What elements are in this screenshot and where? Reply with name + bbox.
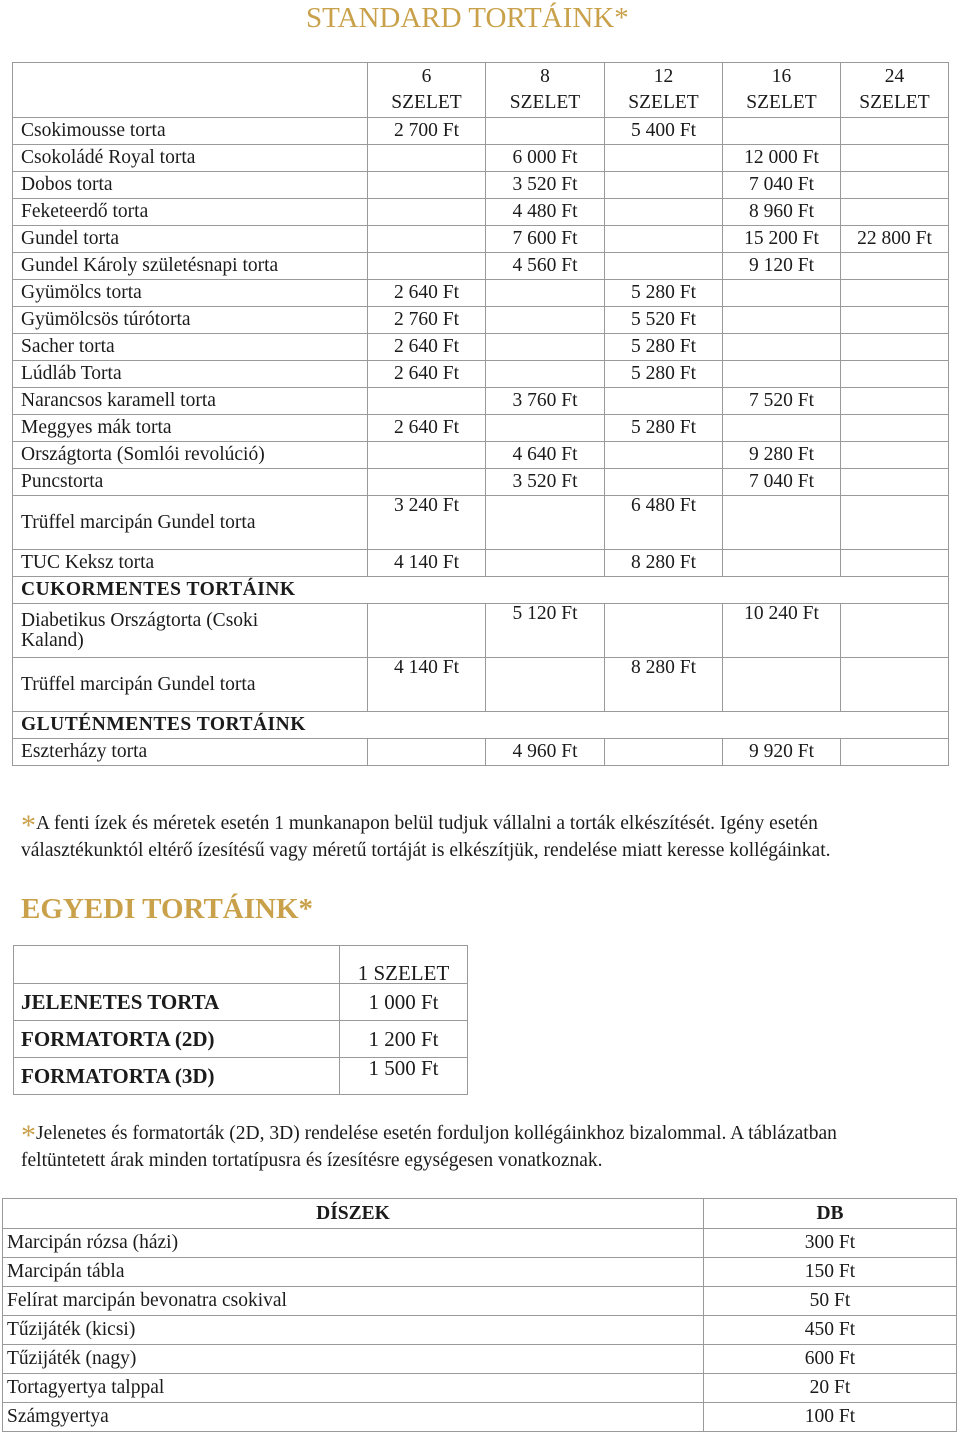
cake-name: Gyümölcsös túrótorta: [13, 307, 368, 334]
price-cell: 7 600 Ft: [486, 226, 605, 253]
price-cell: 2 640 Ft: [368, 415, 486, 442]
footnote-asterisk: *: [21, 1119, 36, 1152]
column-header: 8 SZELET: [486, 63, 605, 118]
custom-column-header: 1 SZELET: [340, 946, 468, 984]
price-cell: [368, 172, 486, 199]
custom-row-price: 1 500 Ft: [340, 1058, 468, 1095]
price-cell: [486, 415, 605, 442]
section-row: [13, 712, 949, 739]
price-cell: 5 520 Ft: [605, 307, 723, 334]
price-cell: [723, 280, 841, 307]
cake-row: [13, 253, 949, 280]
price-cell: [841, 388, 949, 415]
price-cell: 5 280 Ft: [605, 415, 723, 442]
price-cell: [605, 226, 723, 253]
price-cell: 6 000 Ft: [486, 145, 605, 172]
price-cell: 7 520 Ft: [723, 388, 841, 415]
custom-header-row: [14, 946, 468, 984]
custom-row: [14, 1058, 468, 1095]
price-cell: [841, 199, 949, 226]
price-cell: 3 520 Ft: [486, 172, 605, 199]
price-cell: [605, 442, 723, 469]
price-cell: 8 960 Ft: [723, 199, 841, 226]
cake-name: Trüffel marcipán Gundel torta: [13, 658, 368, 712]
price-cell: 2 640 Ft: [368, 334, 486, 361]
cake-name: Országtorta (Somlói revolúció): [13, 442, 368, 469]
custom-row-label: JELENETES TORTA: [14, 984, 340, 1021]
price-cell: [368, 388, 486, 415]
price-cell: [841, 307, 949, 334]
price-cell: [486, 361, 605, 388]
cake-name: Gundel Károly születésnapi torta: [13, 253, 368, 280]
cake-row: [13, 604, 949, 658]
cake-row: [13, 496, 949, 550]
cake-name: Feketeerdő torta: [13, 199, 368, 226]
price-cell: [605, 253, 723, 280]
custom-row-label: FORMATORTA (2D): [14, 1021, 340, 1058]
decoration-price: 50 Ft: [704, 1287, 957, 1316]
column-header: 6 SZELET: [368, 63, 486, 118]
decoration-row: [3, 1258, 957, 1287]
price-cell: 8 280 Ft: [605, 658, 723, 712]
cake-row: [13, 469, 949, 496]
price-cell: [841, 604, 949, 658]
cake-name: Trüffel marcipán Gundel torta: [13, 496, 368, 550]
price-cell: 2 640 Ft: [368, 280, 486, 307]
custom-row: [14, 984, 468, 1021]
section-row: [13, 577, 949, 604]
custom-row-price: 1 000 Ft: [340, 984, 468, 1021]
cake-name: Lúdláb Torta: [13, 361, 368, 388]
price-cell: 5 280 Ft: [605, 361, 723, 388]
decoration-row: [3, 1345, 957, 1374]
price-cell: 22 800 Ft: [841, 226, 949, 253]
cake-name: Sacher torta: [13, 334, 368, 361]
price-cell: [605, 604, 723, 658]
standard-footnote: [21, 810, 921, 864]
decorations-header-price: DB: [704, 1199, 957, 1229]
custom-price-table: [13, 945, 468, 1095]
price-cell: [723, 118, 841, 145]
price-cell: [605, 739, 723, 766]
price-cell: [841, 172, 949, 199]
price-cell: 5 400 Ft: [605, 118, 723, 145]
price-cell: 4 480 Ft: [486, 199, 605, 226]
price-cell: [723, 496, 841, 550]
decoration-item: Marcipán tábla: [3, 1258, 704, 1287]
price-cell: [723, 415, 841, 442]
price-cell: [841, 253, 949, 280]
price-cell: [605, 145, 723, 172]
price-cell: [605, 172, 723, 199]
decoration-price: 150 Ft: [704, 1258, 957, 1287]
decoration-item: Tortagyertya talppal: [3, 1374, 704, 1403]
cake-row: [13, 118, 949, 145]
price-cell: [368, 145, 486, 172]
price-cell: [368, 226, 486, 253]
price-cell: 5 280 Ft: [605, 280, 723, 307]
standard-header-row: [13, 63, 949, 118]
cake-row: [13, 199, 949, 226]
price-cell: [841, 280, 949, 307]
decoration-row: [3, 1229, 957, 1258]
decorations-table: [2, 1198, 957, 1432]
price-cell: [605, 469, 723, 496]
standard-cakes-title: STANDARD TORTÁINK*: [306, 2, 629, 34]
price-cell: 7 040 Ft: [723, 469, 841, 496]
price-cell: 4 140 Ft: [368, 658, 486, 712]
price-cell: [723, 550, 841, 577]
decoration-item: Tűzijáték (kicsi): [3, 1316, 704, 1345]
price-cell: [841, 334, 949, 361]
price-cell: 4 560 Ft: [486, 253, 605, 280]
standard-price-table: [12, 62, 949, 766]
cake-row: [13, 307, 949, 334]
price-cell: 10 240 Ft: [723, 604, 841, 658]
cake-row: [13, 739, 949, 766]
cake-name: TUC Keksz torta: [13, 550, 368, 577]
cake-row: [13, 172, 949, 199]
price-cell: [486, 334, 605, 361]
price-cell: 3 520 Ft: [486, 469, 605, 496]
cake-name: Gundel torta: [13, 226, 368, 253]
decoration-price: 100 Ft: [704, 1403, 957, 1432]
cake-name: Meggyes mák torta: [13, 415, 368, 442]
cake-row: [13, 145, 949, 172]
price-cell: 9 920 Ft: [723, 739, 841, 766]
decoration-price: 450 Ft: [704, 1316, 957, 1345]
price-cell: [368, 253, 486, 280]
cake-name: Diabetikus Országtorta (Csoki Kaland): [13, 604, 368, 658]
decorations-header-row: [3, 1199, 957, 1229]
price-cell: 2 760 Ft: [368, 307, 486, 334]
price-cell: 3 240 Ft: [368, 496, 486, 550]
price-cell: 9 280 Ft: [723, 442, 841, 469]
custom-row-label: FORMATORTA (3D): [14, 1058, 340, 1095]
decoration-item: Marcipán rózsa (házi): [3, 1229, 704, 1258]
price-cell: [841, 469, 949, 496]
section-heading: CUKORMENTES TORTÁINK: [13, 577, 949, 604]
price-cell: [723, 361, 841, 388]
decoration-item: Felírat marcipán bevonatra csokival: [3, 1287, 704, 1316]
cake-name: Eszterházy torta: [13, 739, 368, 766]
price-cell: [841, 658, 949, 712]
price-cell: 7 040 Ft: [723, 172, 841, 199]
cake-name: Csokoládé Royal torta: [13, 145, 368, 172]
footnote-asterisk: *: [21, 809, 36, 842]
decoration-row: [3, 1403, 957, 1432]
price-cell: 9 120 Ft: [723, 253, 841, 280]
price-cell: 15 200 Ft: [723, 226, 841, 253]
cake-name: Csokimousse torta: [13, 118, 368, 145]
price-cell: [841, 739, 949, 766]
custom-cakes-title: EGYEDI TORTÁINK*: [21, 893, 314, 925]
price-cell: [723, 334, 841, 361]
column-header: 24 SZELET: [841, 63, 949, 118]
price-cell: 3 760 Ft: [486, 388, 605, 415]
price-cell: 2 700 Ft: [368, 118, 486, 145]
decoration-price: 20 Ft: [704, 1374, 957, 1403]
price-cell: [723, 658, 841, 712]
column-header: 12 SZELET: [605, 63, 723, 118]
cake-row: [13, 226, 949, 253]
cake-row: [13, 550, 949, 577]
price-cell: [368, 442, 486, 469]
price-cell: 4 960 Ft: [486, 739, 605, 766]
price-cell: [841, 550, 949, 577]
decoration-row: [3, 1287, 957, 1316]
price-cell: [368, 739, 486, 766]
price-cell: [841, 496, 949, 550]
custom-row: [14, 1021, 468, 1058]
price-cell: [841, 361, 949, 388]
cake-row: [13, 280, 949, 307]
price-cell: 12 000 Ft: [723, 145, 841, 172]
price-cell: [486, 280, 605, 307]
price-cell: [368, 604, 486, 658]
custom-footnote-text: Jelenetes és formatorták (2D, 3D) rendelése esetén forduljon kollégáinkhoz bizalommal. A táblázatban feltüntetett árak minden tortatípusra és ízesítésre egységesen vonatkoznak.: [21, 1123, 837, 1171]
price-cell: [486, 307, 605, 334]
price-cell: [841, 118, 949, 145]
header-empty-cell: [13, 63, 368, 118]
price-cell: [605, 388, 723, 415]
decoration-price: 600 Ft: [704, 1345, 957, 1374]
standard-footnote-text: A fenti ízek és méretek esetén 1 munkanapon belül tudjuk vállalni a torták elkészítését. Igény esetén választékunktól eltérő ízesítésű vagy méretű tortáját is elkészítjük, rendelése miatt keresse kollégáinkat.: [21, 813, 831, 861]
price-cell: 6 480 Ft: [605, 496, 723, 550]
cake-name: Narancsos karamell torta: [13, 388, 368, 415]
decoration-row: [3, 1374, 957, 1403]
cake-row: [13, 388, 949, 415]
custom-row-price: 1 200 Ft: [340, 1021, 468, 1058]
decoration-price: 300 Ft: [704, 1229, 957, 1258]
price-cell: [368, 199, 486, 226]
section-heading: GLUTÉNMENTES TORTÁINK: [13, 712, 949, 739]
cake-name: Dobos torta: [13, 172, 368, 199]
price-cell: [368, 469, 486, 496]
cake-row: [13, 361, 949, 388]
price-cell: [841, 145, 949, 172]
price-cell: 8 280 Ft: [605, 550, 723, 577]
cake-row: [13, 334, 949, 361]
decorations-header-item: DÍSZEK: [3, 1199, 704, 1229]
cake-name: Puncstorta: [13, 469, 368, 496]
price-cell: 5 120 Ft: [486, 604, 605, 658]
price-cell: [486, 118, 605, 145]
decoration-item: Tűzijáték (nagy): [3, 1345, 704, 1374]
price-cell: [841, 442, 949, 469]
price-cell: 2 640 Ft: [368, 361, 486, 388]
cake-row: [13, 415, 949, 442]
price-cell: 5 280 Ft: [605, 334, 723, 361]
price-cell: 4 140 Ft: [368, 550, 486, 577]
decoration-row: [3, 1316, 957, 1345]
decoration-item: Számgyertya: [3, 1403, 704, 1432]
cake-row: [13, 658, 949, 712]
custom-footnote: [21, 1120, 901, 1174]
cake-name: Gyümölcs torta: [13, 280, 368, 307]
column-header: 16 SZELET: [723, 63, 841, 118]
price-cell: [841, 415, 949, 442]
price-cell: [723, 307, 841, 334]
custom-header-empty: [14, 946, 340, 984]
price-cell: [486, 658, 605, 712]
price-cell: 4 640 Ft: [486, 442, 605, 469]
price-cell: [605, 199, 723, 226]
cake-row: [13, 442, 949, 469]
price-cell: [486, 496, 605, 550]
price-cell: [486, 550, 605, 577]
